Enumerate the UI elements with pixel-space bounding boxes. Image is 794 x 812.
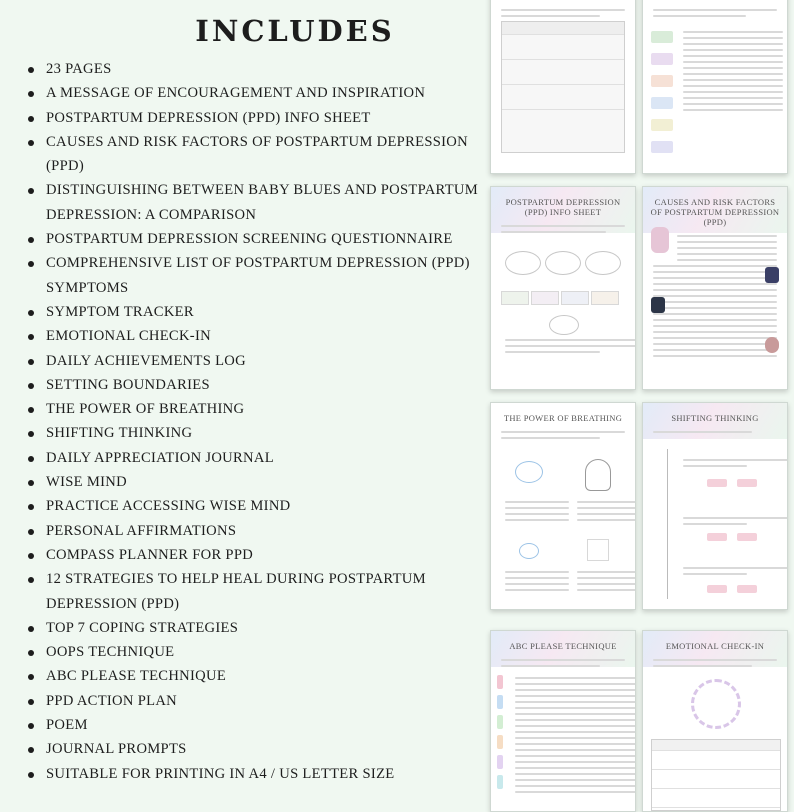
bullet-icon — [28, 116, 34, 122]
bullet-icon — [28, 577, 34, 583]
list-item: THE POWER OF BREATHING — [24, 397, 484, 421]
preview-title: EMOTIONAL CHECK-IN — [665, 641, 765, 651]
list-item: SUITABLE FOR PRINTING IN A4 / US LETTER SIZE — [24, 762, 484, 786]
list-item: SHIFTING THINKING — [24, 421, 484, 445]
bullet-icon — [28, 140, 34, 146]
preview-page-power-of-breathing — [490, 402, 636, 610]
bullet-icon — [28, 747, 34, 753]
list-item: SYMPTOM TRACKER — [24, 300, 484, 324]
bullet-icon — [28, 650, 34, 656]
preview-page-shifting-thinking — [642, 402, 788, 610]
list-item: POSTPARTUM DEPRESSION (PPD) INFO SHEET — [24, 106, 484, 130]
page-title: INCLUDES — [195, 14, 395, 48]
list-item: EMOTIONAL CHECK-IN — [24, 324, 484, 348]
bullet-icon — [28, 237, 34, 243]
bullet-icon — [28, 772, 34, 778]
list-item: WISE MIND — [24, 470, 484, 494]
preview-title: SHIFTING THINKING — [671, 413, 759, 423]
list-item: DAILY ACHIEVEMENTS LOG — [24, 349, 484, 373]
list-item: COMPASS PLANNER FOR PPD — [24, 543, 484, 567]
preview-title: POSTPARTUM DEPRESSION (PPD) INFO SHEET — [505, 197, 621, 217]
list-item: A MESSAGE OF ENCOURAGEMENT AND INSPIRATION — [24, 81, 484, 105]
bullet-icon — [28, 431, 34, 437]
preview-page-symptom-list — [642, 0, 788, 174]
bullet-icon — [28, 504, 34, 510]
list-item: POSTPARTUM DEPRESSION SCREENING QUESTIONNAIRE — [24, 227, 484, 251]
illustration-icon — [651, 297, 665, 313]
bullet-icon — [28, 261, 34, 267]
list-item: DAILY APPRECIATION JOURNAL — [24, 446, 484, 470]
list-item: CAUSES AND RISK FACTORS OF POSTPARTUM DEPRESSION (PPD) — [24, 130, 484, 179]
preview-page-abc-please — [490, 630, 636, 812]
preview-page-symptom-table — [490, 0, 636, 174]
bullet-icon — [28, 723, 34, 729]
hand-icon — [585, 459, 611, 491]
bullet-icon — [28, 359, 34, 365]
bullet-icon — [28, 529, 34, 535]
preview-page-emotional-check-in — [642, 630, 788, 812]
preview-page-causes-risk-factors — [642, 186, 788, 390]
bullet-icon — [28, 626, 34, 632]
list-item: ABC PLEASE TECHNIQUE — [24, 664, 484, 688]
list-item: DISTINGUISHING BETWEEN BABY BLUES AND POSTPARTUM DEPRESSION: A COMPARISON — [24, 178, 484, 227]
preview-title: THE POWER OF BREATHING — [503, 413, 623, 423]
bullet-icon — [28, 480, 34, 486]
list-item: PERSONAL AFFIRMATIONS — [24, 519, 484, 543]
illustration-icon — [765, 337, 779, 353]
list-item: 12 STRATEGIES TO HELP HEAL DURING POSTPARTUM DEPRESSION (PPD) — [24, 567, 484, 616]
preview-title: ABC PLEASE TECHNIQUE — [509, 641, 617, 651]
bullet-icon — [28, 674, 34, 680]
list-item: SETTING BOUNDARIES — [24, 373, 484, 397]
list-item: TOP 7 COPING STRATEGIES — [24, 616, 484, 640]
list-item: COMPREHENSIVE LIST OF POSTPARTUM DEPRESSION (PPD) SYMPTOMS — [24, 251, 484, 300]
bullet-icon — [28, 67, 34, 73]
bullet-icon — [28, 699, 34, 705]
bullet-icon — [28, 310, 34, 316]
square-icon — [587, 539, 609, 561]
bullet-icon — [28, 456, 34, 462]
list-item: PRACTICE ACCESSING WISE MIND — [24, 494, 484, 518]
includes-list — [24, 57, 484, 786]
emotion-wheel-icon — [691, 679, 741, 729]
illustration-icon — [651, 227, 669, 253]
list-item: POEM — [24, 713, 484, 737]
preview-title: CAUSES AND RISK FACTORS OF POSTPARTUM DEPRESSION (PPD) — [650, 197, 780, 227]
bullet-icon — [28, 383, 34, 389]
list-item: PPD ACTION PLAN — [24, 689, 484, 713]
list-item: 23 PAGES — [24, 57, 484, 81]
bullet-icon — [28, 407, 34, 413]
list-item: JOURNAL PROMPTS — [24, 737, 484, 761]
illustration-icon — [765, 267, 779, 283]
bullet-icon — [28, 553, 34, 559]
list-item: OOPS TECHNIQUE — [24, 640, 484, 664]
preview-page-ppd-info-sheet — [490, 186, 636, 390]
breath-icon — [515, 461, 543, 483]
bullet-icon — [28, 91, 34, 97]
belly-icon — [519, 543, 539, 559]
bullet-icon — [28, 334, 34, 340]
bullet-icon — [28, 188, 34, 194]
